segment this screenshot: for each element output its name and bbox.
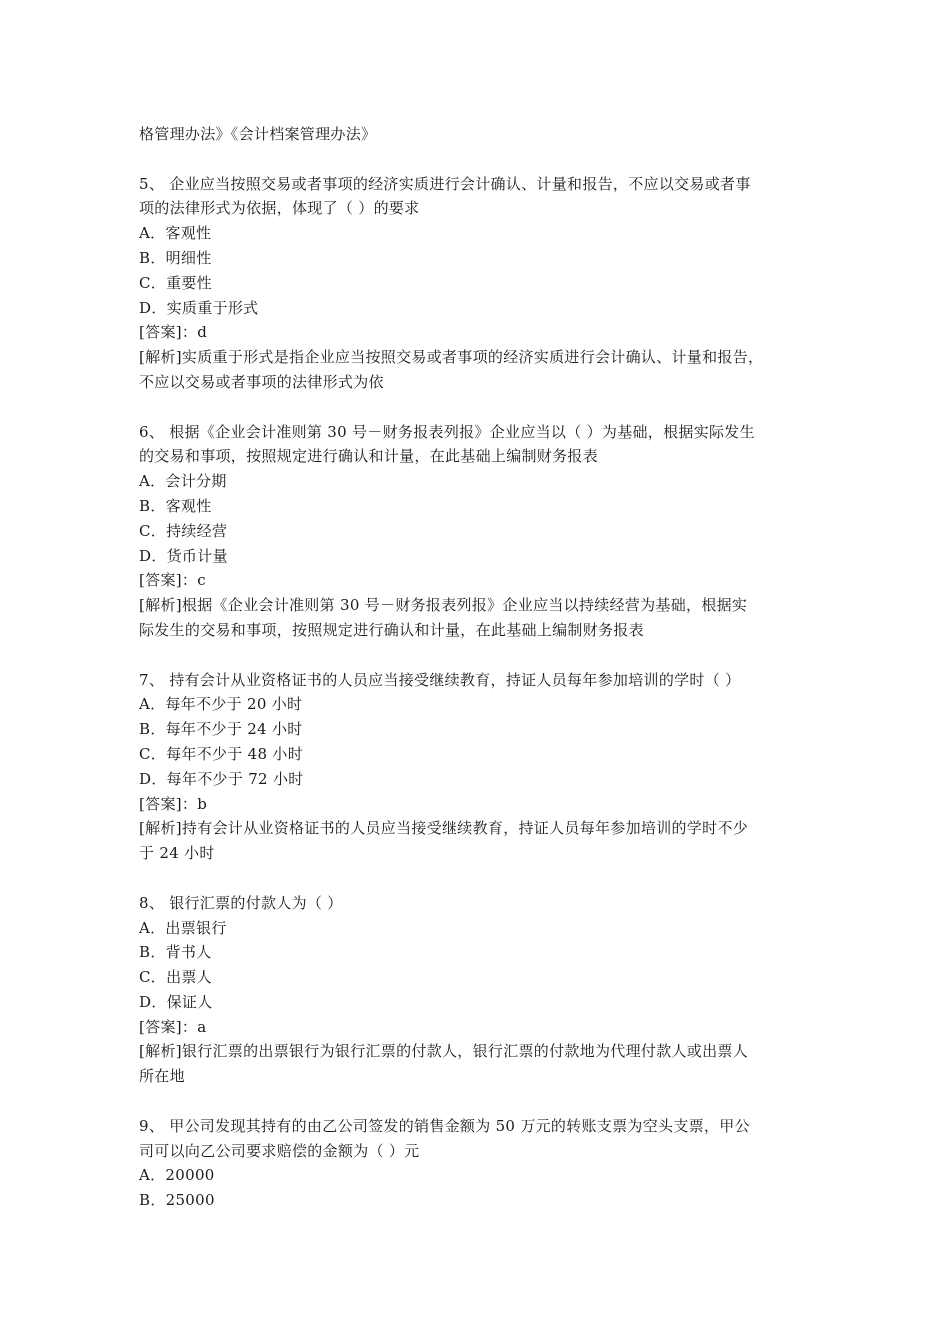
analysis: [解析]持有会计从业资格证书的人员应当接受继续教育，持证人员每年参加培训的学时不少 (139, 819, 749, 838)
analysis: [解析]根据《企业会计准则第 30 号－财务报表列报》企业应当以持续经营为基础，根据实 (139, 596, 748, 615)
option-a: A．会计分期 (139, 472, 227, 491)
option-a: A．20000 (139, 1166, 215, 1185)
answer: [答案]：b (139, 794, 208, 813)
question-stem: 5、 企业应当按照交易或者事项的经济实质进行会计确认、计量和报告，不应以交易或者事 (139, 174, 751, 193)
question-stem: 司可以向乙公司要求赔偿的金额为（ ）元 (139, 1141, 420, 1160)
question-stem: 项的法律形式为依据，体现了（ ）的要求 (139, 199, 420, 218)
question-9 (139, 1114, 829, 1213)
answer: [答案]：a (139, 1017, 207, 1036)
question-6 (139, 420, 829, 643)
option-c: C．每年不少于 48 小时 (139, 744, 304, 763)
spacer (139, 1089, 829, 1114)
document-page (139, 122, 829, 1213)
analysis: [解析]银行汇票的出票银行为银行汇票的付款人，银行汇票的付款地为代理付款人或出票人 (139, 1042, 749, 1061)
option-a: A．每年不少于 20 小时 (139, 695, 303, 714)
analysis: [解析]实质重于形式是指企业应当按照交易或者事项的经济实质进行会计确认、计量和报告， (139, 348, 764, 367)
header-continuation: 格管理办法》《会计档案管理办法》 (139, 125, 377, 143)
option-c: C．出票人 (139, 968, 212, 987)
analysis: 所在地 (139, 1067, 185, 1086)
option-a: A．出票银行 (139, 918, 227, 937)
option-b: B．25000 (139, 1191, 215, 1210)
question-stem: 8、 银行汇票的付款人为（ ） (139, 893, 343, 912)
question-stem: 7、 持有会计从业资格证书的人员应当接受继续教育，持证人员每年参加培训的学时（ ） (139, 670, 741, 689)
option-d: D．货币计量 (139, 546, 228, 565)
spacer (139, 147, 829, 172)
option-d: D．实质重于形式 (139, 298, 259, 317)
question-8 (139, 891, 829, 1089)
question-7 (139, 668, 829, 866)
option-c: C．持续经营 (139, 521, 228, 540)
answer: [答案]：c (139, 571, 206, 590)
option-b: B．每年不少于 24 小时 (139, 720, 303, 739)
spacer (139, 866, 829, 891)
option-a: A．客观性 (139, 224, 212, 243)
question-stem: 9、 甲公司发现其持有的由乙公司签发的销售金额为 50 万元的转账支票为空头支票，甲公 (139, 1116, 750, 1135)
option-c: C．重要性 (139, 273, 212, 292)
analysis: 不应以交易或者事项的法律形式为依 (139, 372, 384, 391)
question-stem: 6、 根据《企业会计准则第 30 号－财务报表列报》企业应当以（ ）为基础，根据实际发生 (139, 422, 755, 441)
option-b: B．背书人 (139, 943, 212, 962)
question-stem: 的交易和事项，按照规定进行确认和计量，在此基础上编制财务报表 (139, 447, 599, 466)
question-5 (139, 172, 829, 395)
option-b: B．客观性 (139, 496, 212, 515)
spacer (139, 643, 829, 668)
option-d: D．每年不少于 72 小时 (139, 769, 304, 788)
analysis: 于 24 小时 (139, 844, 215, 863)
analysis: 际发生的交易和事项，按照规定进行确认和计量，在此基础上编制财务报表 (139, 620, 644, 639)
spacer (139, 395, 829, 420)
option-b: B．明细性 (139, 248, 212, 267)
answer: [答案]：d (139, 323, 208, 342)
option-d: D．保证人 (139, 992, 213, 1011)
